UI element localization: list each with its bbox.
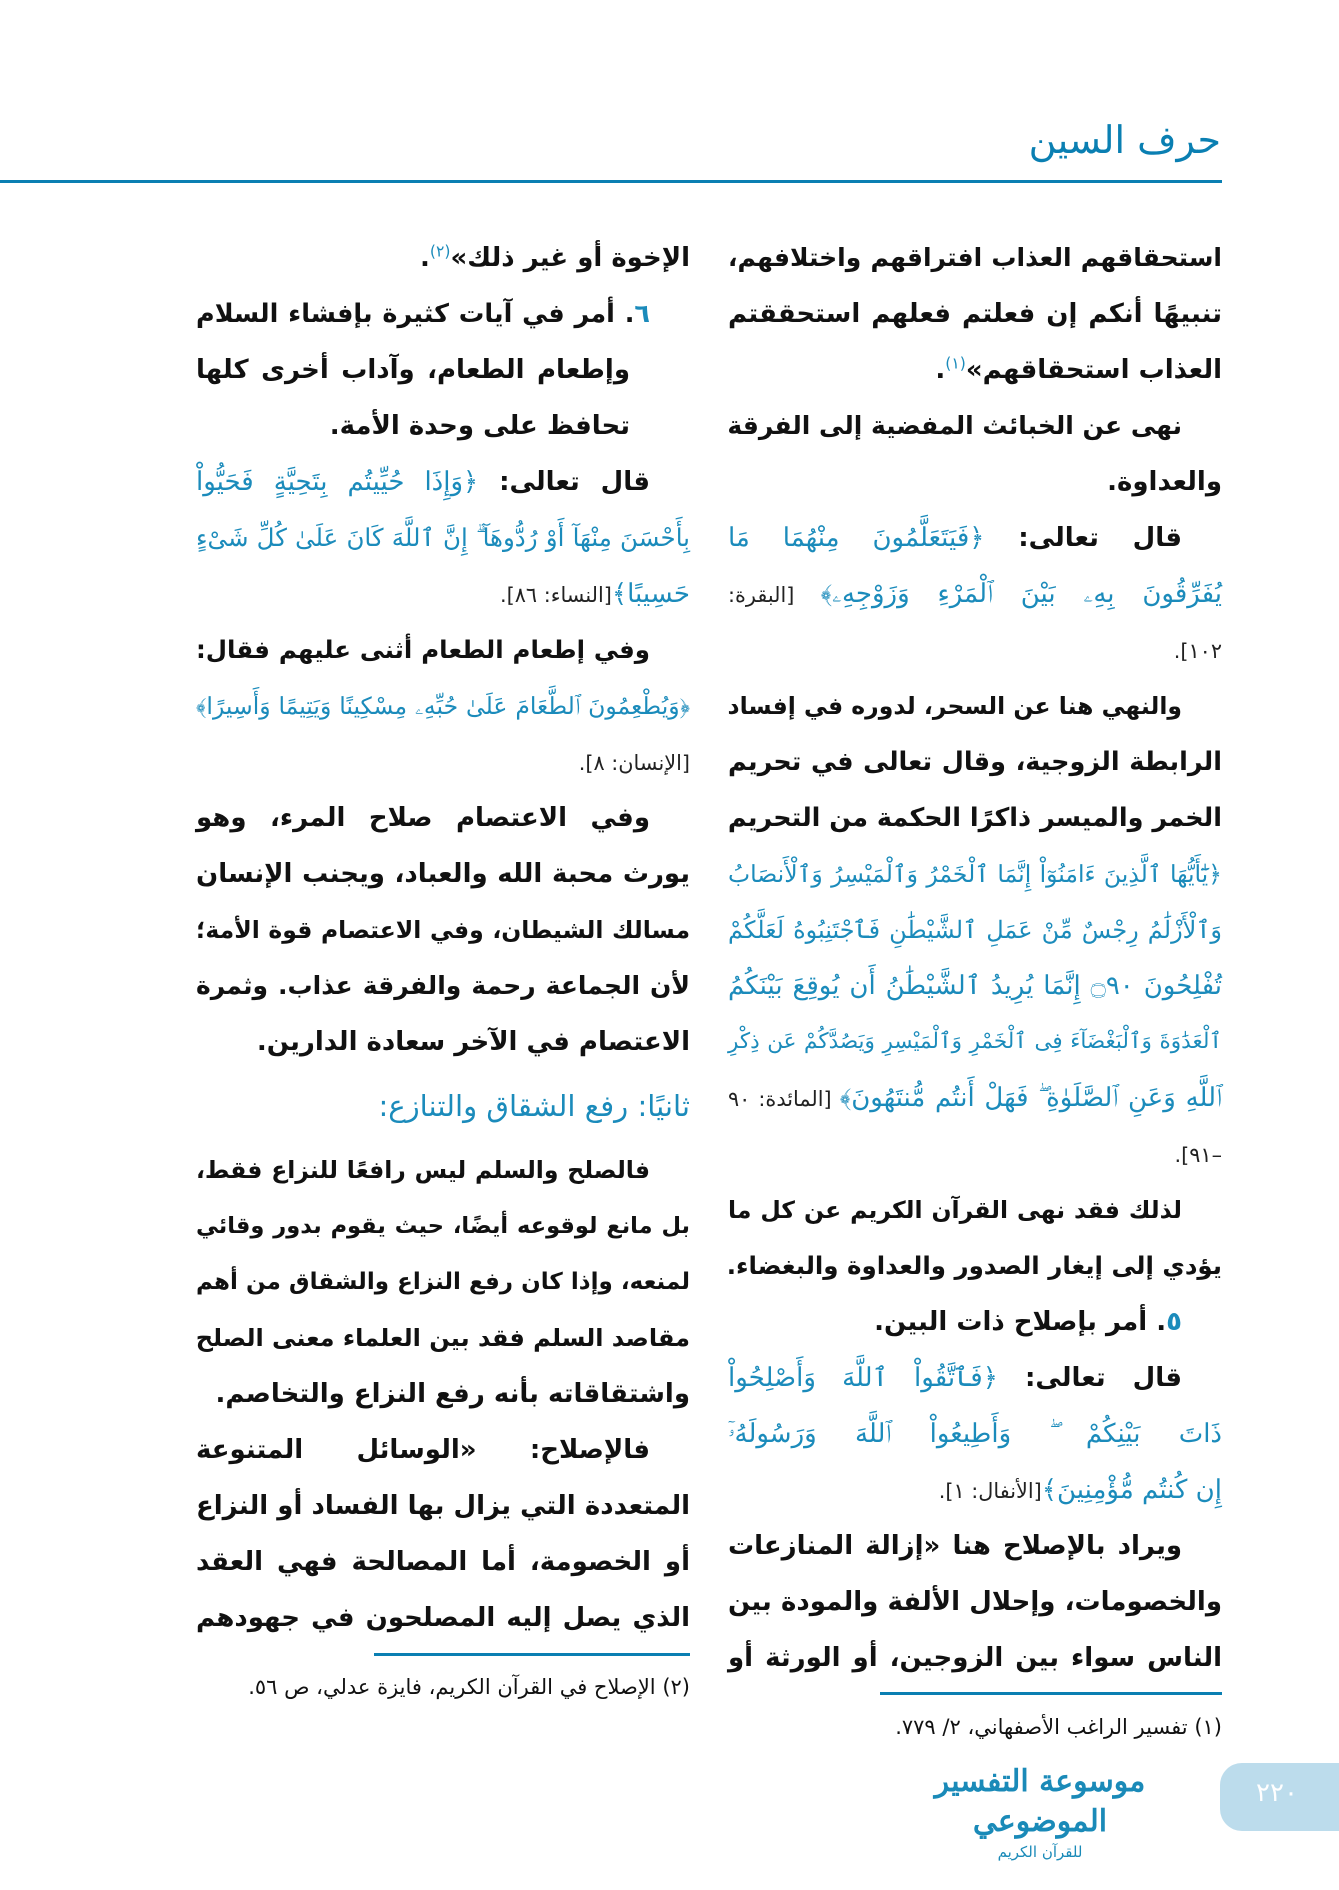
- text-line: [196, 846, 690, 902]
- body-text: وإطعام الطعام، وآداب أخرى كلها: [196, 355, 630, 385]
- page-number: ٢٢٠: [1256, 1778, 1298, 1808]
- text-line: [196, 902, 690, 958]
- body-text: . أمر بإصلاح ذات البين.: [874, 1307, 1167, 1337]
- footnote-right: (١) تفسير الراغب الأصفهاني، ٢/ ٧٧٩.: [895, 1715, 1222, 1739]
- text-line: [196, 1142, 690, 1198]
- quran-verse: ذَاتَ بَيْنِكُمْ ۖ وَأَطِيعُواْ ٱللَّهَ وَرَسُولَهُۥٓ: [728, 1419, 1222, 1449]
- item-number: ٦: [634, 299, 650, 329]
- text-line: [196, 1422, 690, 1478]
- text-line: [728, 510, 1222, 566]
- body-text: لذلك فقد نهى القرآن الكريم عن كل ما: [728, 1196, 1182, 1224]
- body-text: المتعددة التي يزال بها الفساد أو النزاع: [196, 1491, 690, 1521]
- text-line: [728, 1406, 1222, 1462]
- text-line: [728, 1350, 1222, 1406]
- text-line: [728, 566, 1222, 622]
- text-line: [196, 958, 690, 1014]
- text-line: [728, 958, 1222, 1014]
- text-line: [196, 566, 690, 622]
- text-line: [196, 1310, 690, 1366]
- footnote-marker[interactable]: (١): [945, 354, 966, 373]
- body-text: نهى عن الخبائث المفضية إلى الفرقة: [727, 411, 1182, 440]
- left-text-column: [196, 230, 690, 1646]
- text-line: [196, 454, 690, 510]
- verse-reference: –٩١].: [1174, 1143, 1222, 1167]
- text-line: [196, 510, 690, 566]
- body-text: .: [419, 243, 430, 273]
- text-line: [728, 1630, 1222, 1686]
- quran-verse: وَٱلْأَزْلَٰمُ رِجْسٌ مِّنْ عَمَلِ ٱلشَّيْطَٰنِ فَٱجْتَنِبُوهُ لَعَلَّكُمْ: [728, 916, 1222, 944]
- body-text: أو الخصومة، أما المصالحة فهي العقد: [196, 1547, 690, 1577]
- body-text: فالصلح والسلم ليس رافعًا للنزاع فقط،: [196, 1156, 650, 1184]
- text-line: [728, 1294, 1222, 1350]
- verse-reference: ١٠٢].: [1173, 639, 1222, 663]
- quran-verse: ٱلْعَدَٰوَةَ وَٱلْبَغْضَآءَ فِى ٱلْخَمْرِ وَٱلْمَيْسِرِ وَيَصُدَّكُمْ عَن ذِكْرِ: [728, 1029, 1222, 1054]
- text-line: [728, 454, 1222, 510]
- text-line: [196, 1198, 690, 1254]
- text-line: [196, 790, 690, 846]
- body-text: يؤدي إلى إيغار الصدور والعداوة والبغضاء.: [726, 1251, 1222, 1280]
- body-text: . أمر في آيات كثيرة بإفشاء السلام: [196, 299, 635, 329]
- text-line: [196, 230, 690, 286]
- text-line: [728, 1070, 1222, 1126]
- right-text-column: [728, 230, 1222, 1686]
- text-line: [728, 398, 1222, 454]
- text-line: [728, 286, 1222, 342]
- body-text: الرابطة الزوجية، وقال تعالى في تحريم: [728, 747, 1222, 777]
- quran-verse: ﴿فَٱتَّقُواْ ٱللَّهَ وَأَصْلِحُواْ: [728, 1363, 998, 1393]
- body-text: ويراد بالإصلاح هنا «إزالة المنازعات: [728, 1531, 1182, 1561]
- text-line: [728, 1126, 1222, 1182]
- quran-verse: إِن كُنتُم مُّؤْمِنِينَ﴾: [1041, 1475, 1222, 1505]
- quran-verse: ﴿وَيُطْعِمُونَ ٱلطَّعَامَ عَلَىٰ حُبِّهِۦ مِسْكِينًا وَيَتِيمًا وَأَسِيرًا﴾: [196, 692, 690, 720]
- quran-verse: ﴿فَيَتَعَلَّمُونَ مِنْهُمَا مَا: [728, 523, 985, 553]
- body-text: قال تعالى:: [984, 523, 1182, 553]
- text-line: [196, 1254, 690, 1310]
- text-line: [196, 734, 690, 790]
- verse-reference: [المائدة: ٩٠: [728, 1087, 840, 1111]
- text-line: [728, 846, 1222, 902]
- body-text: واشتقاقاته بأنه رفع النزاع والتخاصم.: [215, 1379, 690, 1409]
- body-text: العذاب استحقاقهم»: [965, 355, 1222, 385]
- body-text: لأن الجماعة رحمة والفرقة عذاب. وثمرة: [196, 971, 690, 1000]
- body-text: مسالك الشيطان، وفي الاعتصام قوة الأمة؛: [196, 916, 690, 944]
- text-line: [728, 902, 1222, 958]
- text-line: [196, 1366, 690, 1422]
- text-line: [196, 622, 690, 678]
- quran-verse: ٱللَّهِ وَعَنِ ٱلصَّلَوٰةِ ۖ فَهَلْ أَنتُم مُّنتَهُونَ﴾: [839, 1083, 1222, 1113]
- body-text: والعداوة.: [1107, 467, 1222, 497]
- text-line: [728, 1238, 1222, 1294]
- body-text: تحافظ على وحدة الأمة.: [329, 411, 630, 441]
- section-heading: [196, 1070, 690, 1142]
- body-text: وفي إطعام الطعام أثنى عليهم فقال:: [196, 635, 650, 664]
- body-text: الإخوة أو غير ذلك»: [450, 243, 690, 273]
- verse-reference: [الإنسان: ٨].: [578, 751, 690, 775]
- text-line: [196, 1534, 690, 1590]
- heading-text: ثانيًا: رفع الشقاق والتنازع:: [378, 1089, 690, 1123]
- body-text: قال تعالى:: [997, 1363, 1182, 1393]
- text-line: [196, 398, 690, 454]
- text-line: [728, 1462, 1222, 1518]
- text-line: [728, 734, 1222, 790]
- body-text: مقاصد السلم فقد بين العلماء معنى الصلح: [195, 1324, 690, 1352]
- footnote-rule-left: [374, 1653, 690, 1656]
- text-line: [196, 286, 690, 342]
- text-line: [196, 678, 690, 734]
- quran-verse: ﴿يَٰٓأَيُّهَا ٱلَّذِينَ ءَامَنُوٓاْ إِنَّمَا ٱلْخَمْرُ وَٱلْمَيْسِرُ وَٱلْأَنصَابُ: [728, 860, 1222, 888]
- quran-verse: تُفْلِحُونَ ۝٩٠ إِنَّمَا يُرِيدُ ٱلشَّيْطَٰنُ أَن يُوقِعَ بَيْنَكُمُ: [728, 971, 1222, 1001]
- quran-verse: بِأَحْسَنَ مِنْهَآ أَوْ رُدُّوهَآ ۗ إِنَّ ٱللَّهَ كَانَ عَلَىٰ كُلِّ شَىْءٍ: [196, 523, 690, 552]
- verse-reference: [النساء: ٨٦].: [500, 583, 612, 607]
- body-text: وفي الاعتصام صلاح المرء، وهو: [196, 803, 650, 833]
- item-number: ٥: [1166, 1307, 1182, 1337]
- text-line: [196, 1590, 690, 1646]
- body-text: فالإصلاح: «الوسائل المتنوعة: [196, 1435, 650, 1465]
- footnote-rule-right: [880, 1692, 1222, 1695]
- verse-reference: [الأنفال: ١].: [938, 1479, 1042, 1503]
- text-line: [728, 1182, 1222, 1238]
- logo-subtitle: للقرآن الكريم: [997, 1843, 1083, 1861]
- body-text: الخمر والميسر ذاكرًا الحكمة من التحريم: [727, 803, 1222, 833]
- verse-reference: [البقرة:: [728, 583, 821, 607]
- body-text: قال تعالى:: [478, 467, 650, 497]
- footnote-left: (٢) الإصلاح في القرآن الكريم، فايزة عدلي، ص ٥٦.: [248, 1675, 690, 1699]
- text-line: [196, 342, 690, 398]
- body-text: الناس سواء بين الزوجين، أو الورثة أو: [728, 1643, 1222, 1673]
- logo-title: موسوعة التفسير الموضوعي: [934, 1764, 1146, 1839]
- encyclopedia-logo: [905, 1762, 1175, 1862]
- quran-verse: يُفَرِّقُونَ بِهِۦ بَيْنَ ٱلْمَرْءِ وَزَوْجِهِۦ﴾: [820, 579, 1223, 609]
- body-text: والنهي هنا عن السحر، لدوره في إفساد: [727, 692, 1182, 720]
- body-text: الذي يصل إليه المصلحون في جهودهم: [196, 1603, 690, 1633]
- text-line: [196, 1014, 690, 1070]
- text-line: [728, 790, 1222, 846]
- text-line: [196, 1478, 690, 1534]
- footnote-marker[interactable]: (٢): [429, 242, 451, 261]
- body-text: استحقاقهم العذاب افتراقهم واختلافهم،: [728, 243, 1222, 272]
- text-line: [728, 1574, 1222, 1630]
- body-text: .: [935, 355, 946, 385]
- body-text: بل مانع لوقوعه أيضًا، حيث يقوم بدور وقائي: [196, 1213, 690, 1239]
- text-line: [728, 1014, 1222, 1070]
- body-text: الاعتصام في الآخر سعادة الدارين.: [256, 1027, 690, 1057]
- body-text: والخصومات، وإحلال الألفة والمودة بين: [728, 1587, 1222, 1617]
- text-line: [728, 342, 1222, 398]
- running-header-title: حرف السين: [1028, 118, 1221, 162]
- text-line: [728, 678, 1222, 734]
- body-text: يورث محبة الله والعباد، ويجنب الإنسان: [196, 859, 690, 889]
- text-line: [728, 230, 1222, 286]
- text-line: [728, 622, 1222, 678]
- body-text: لمنعه، وإذا كان رفع النزاع والشقاق من أهم: [196, 1269, 690, 1295]
- quran-verse: حَسِيبًا﴾: [611, 579, 690, 609]
- body-text: تنبيهًا أنكم إن فعلتم فعلهم استحققتم: [728, 299, 1222, 329]
- text-line: [728, 1518, 1222, 1574]
- quran-verse: ﴿وَإِذَا حُيِّيتُم بِتَحِيَّةٍ فَحَيُّواْ: [196, 467, 479, 497]
- header-rule: [0, 180, 1222, 183]
